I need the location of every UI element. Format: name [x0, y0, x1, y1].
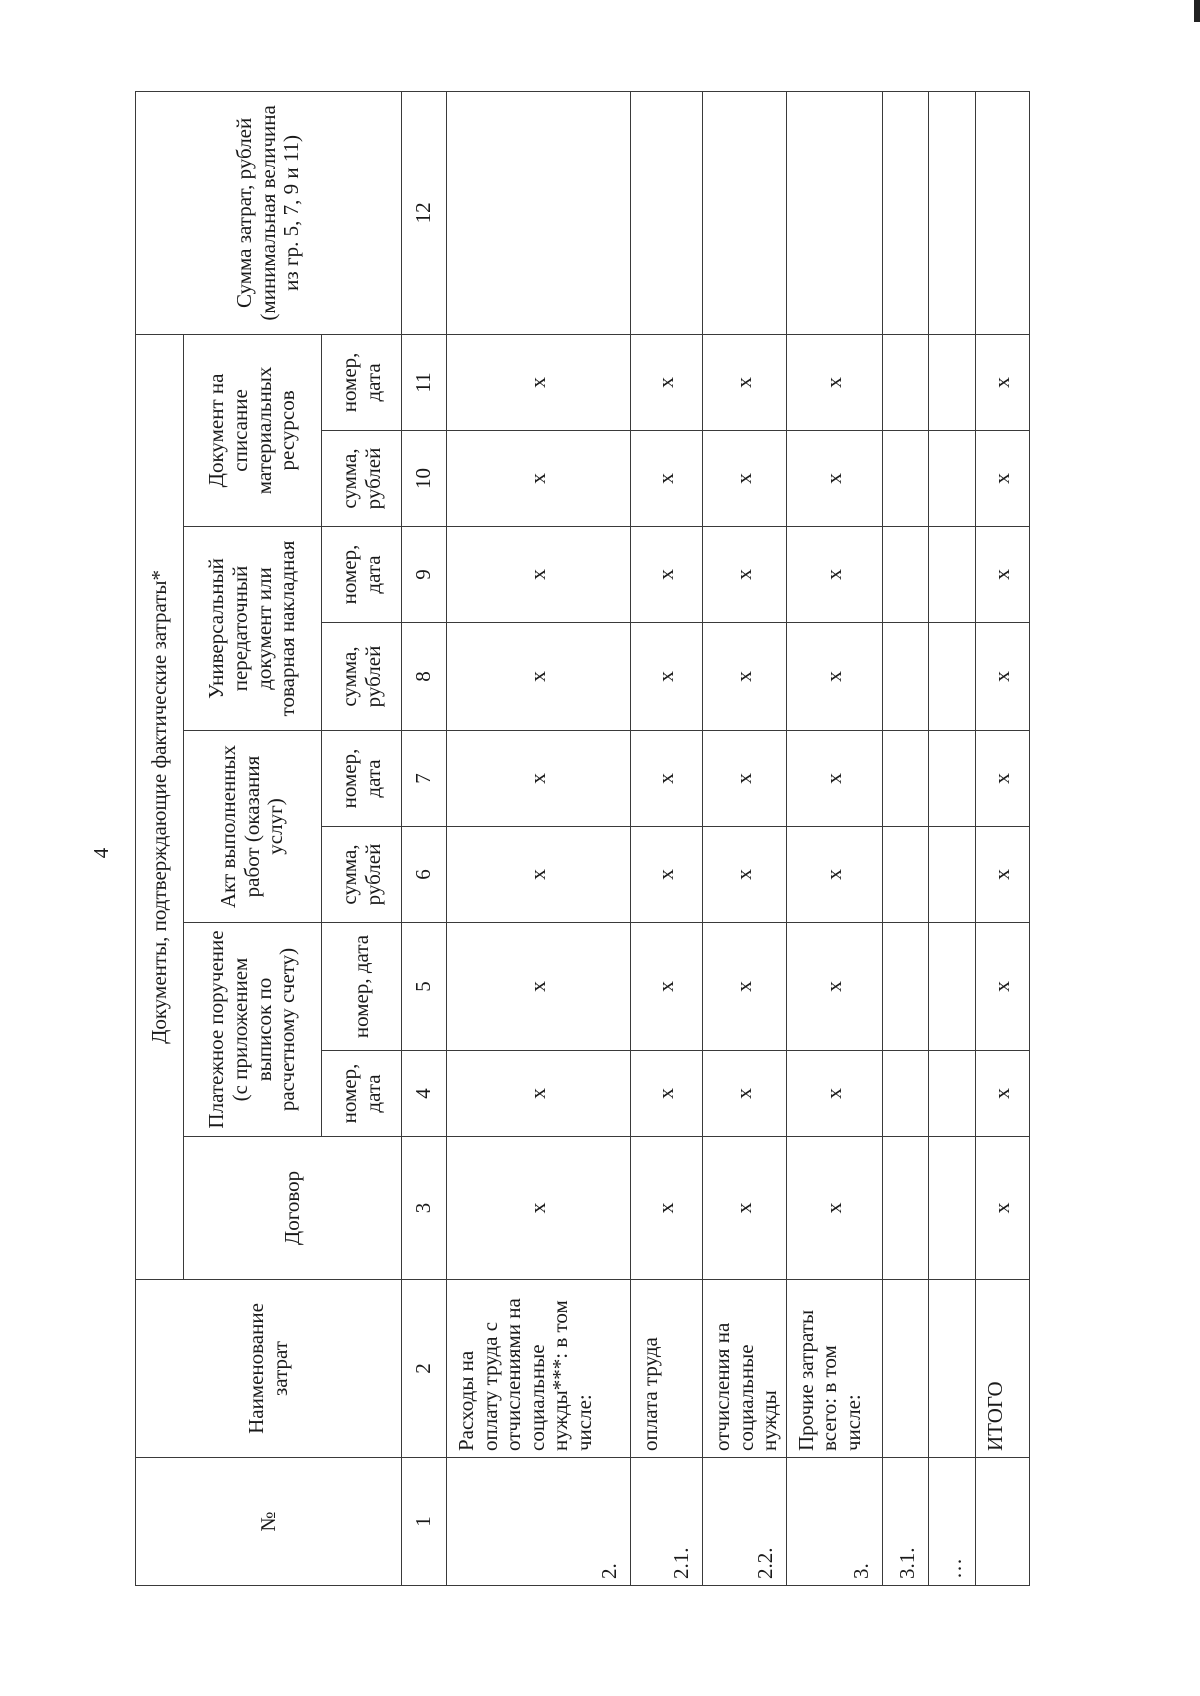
cell	[882, 1051, 928, 1137]
cell: x	[786, 623, 882, 731]
cell: x	[975, 1137, 1029, 1280]
header-name: Наименование затрат	[136, 1280, 402, 1458]
colnum: 7	[402, 731, 447, 827]
header-writeoff: Документ на списание материальных ресурсов	[184, 334, 322, 526]
cell: x	[447, 923, 631, 1051]
subheader-act-numdate: номер, дата	[322, 731, 402, 827]
cell	[928, 1051, 975, 1137]
cell	[928, 731, 975, 827]
cell	[882, 334, 928, 430]
subheader-payment-sum: сумма, рублей	[322, 827, 402, 923]
page-number: 4	[89, 847, 113, 859]
row-number	[975, 1458, 1029, 1586]
cell: x	[975, 431, 1029, 527]
cell	[928, 334, 975, 430]
row-name: Расходы на оплату труда с отчислениями на социальные нужды***: в том числе:	[447, 1280, 631, 1458]
cell	[882, 623, 928, 731]
costs-table	[135, 91, 1030, 1586]
cell: x	[975, 827, 1029, 923]
cell	[882, 1137, 928, 1280]
subheader-act-sum: сумма, рублей	[322, 623, 402, 731]
subheader-payment-numdate: номер, дата	[322, 923, 402, 1051]
cell: x	[786, 923, 882, 1051]
cell	[447, 91, 631, 334]
cell: x	[703, 1051, 787, 1137]
row-number: 2.2.	[703, 1458, 787, 1586]
row-number: 3.1.	[882, 1458, 928, 1586]
colnum: 8	[402, 623, 447, 731]
cell	[882, 91, 928, 334]
cell: x	[786, 527, 882, 623]
row-name	[882, 1280, 928, 1458]
header-act: Акт выполненных работ (оказания услуг)	[184, 731, 322, 923]
colnum: 2	[402, 1280, 447, 1458]
cell: x	[631, 731, 703, 827]
scan-edge-mark	[1194, 0, 1200, 22]
colnum: 11	[402, 334, 447, 430]
row-name: Прочие затраты всего: в том числе:	[786, 1280, 882, 1458]
cell: x	[631, 827, 703, 923]
table-row	[703, 91, 787, 1585]
cell: x	[447, 1137, 631, 1280]
cell: x	[447, 527, 631, 623]
cell: x	[447, 827, 631, 923]
cell	[928, 431, 975, 527]
cell	[928, 923, 975, 1051]
row-name: оплата труда	[631, 1280, 703, 1458]
header-contract: Договор	[184, 1137, 402, 1280]
cell	[928, 623, 975, 731]
column-number-row	[402, 91, 447, 1585]
cell: x	[975, 334, 1029, 430]
row-number: 3.	[786, 1458, 882, 1586]
table-row	[447, 91, 631, 1585]
colnum: 3	[402, 1137, 447, 1280]
cell	[928, 1137, 975, 1280]
cell	[786, 91, 882, 334]
cell: x	[631, 334, 703, 430]
cell	[928, 827, 975, 923]
cell: x	[786, 334, 882, 430]
cell: x	[631, 527, 703, 623]
header-upd: Универсальный передаточный документ или товарная накладная	[184, 527, 322, 731]
cell	[882, 431, 928, 527]
cell: x	[631, 1137, 703, 1280]
colnum: 5	[402, 923, 447, 1051]
colnum: 12	[402, 91, 447, 334]
cell: x	[786, 431, 882, 527]
cell	[928, 91, 975, 334]
cell: x	[703, 527, 787, 623]
table-row	[928, 91, 975, 1585]
cell: x	[631, 623, 703, 731]
cell: x	[786, 827, 882, 923]
row-number: …	[928, 1458, 975, 1586]
subheader-upd-numdate: номер, дата	[322, 527, 402, 623]
cell: x	[703, 731, 787, 827]
cell: x	[447, 431, 631, 527]
cell: x	[447, 1051, 631, 1137]
cell: x	[975, 1051, 1029, 1137]
header-documents: Документы, подтверждающие фактические затраты*	[136, 334, 184, 1279]
row-name-total: ИТОГО	[975, 1280, 1029, 1458]
header-num: №	[136, 1458, 402, 1586]
row-number: 2.1.	[631, 1458, 703, 1586]
cell	[928, 527, 975, 623]
cell: x	[631, 923, 703, 1051]
cell: x	[975, 623, 1029, 731]
cell	[882, 923, 928, 1051]
cell: x	[975, 923, 1029, 1051]
table-row	[882, 91, 928, 1585]
cell	[631, 91, 703, 334]
cell: x	[703, 827, 787, 923]
cell: x	[631, 431, 703, 527]
cell: x	[703, 623, 787, 731]
cell: x	[703, 1137, 787, 1280]
header-row-1	[136, 91, 184, 1585]
header-total: Сумма затрат, рублей (минимальная величина из гр. 5, 7, 9 и 11)	[136, 91, 402, 334]
cell: x	[786, 1137, 882, 1280]
cell	[703, 91, 787, 334]
colnum: 10	[402, 431, 447, 527]
cell: x	[447, 731, 631, 827]
cell: x	[447, 623, 631, 731]
cell	[882, 731, 928, 827]
subheader-upd-sum: сумма, рублей	[322, 431, 402, 527]
row-name	[928, 1280, 975, 1458]
cell: x	[786, 1051, 882, 1137]
header-payment-order: Платежное поручение (с приложением выписок по расчетному счету)	[184, 923, 322, 1137]
table-row-total	[975, 91, 1029, 1585]
colnum: 6	[402, 827, 447, 923]
cell: x	[975, 527, 1029, 623]
colnum: 4	[402, 1051, 447, 1137]
row-number: 2.	[447, 1458, 631, 1586]
cell: x	[703, 431, 787, 527]
cell	[882, 827, 928, 923]
colnum: 1	[402, 1458, 447, 1586]
cell: x	[786, 731, 882, 827]
rotated-table-container	[135, 92, 1020, 1586]
cell: x	[703, 334, 787, 430]
cell: x	[447, 334, 631, 430]
table-row	[786, 91, 882, 1585]
subheader-writeoff-numdate: номер, дата	[322, 334, 402, 430]
colnum: 9	[402, 527, 447, 623]
cell: x	[631, 1051, 703, 1137]
cell: x	[703, 923, 787, 1051]
cell: x	[975, 731, 1029, 827]
subheader-contract-numdate: номер, дата	[322, 1051, 402, 1137]
cell	[882, 527, 928, 623]
cell	[975, 91, 1029, 334]
row-name: отчисления на социальные нужды	[703, 1280, 787, 1458]
table-row	[631, 91, 703, 1585]
